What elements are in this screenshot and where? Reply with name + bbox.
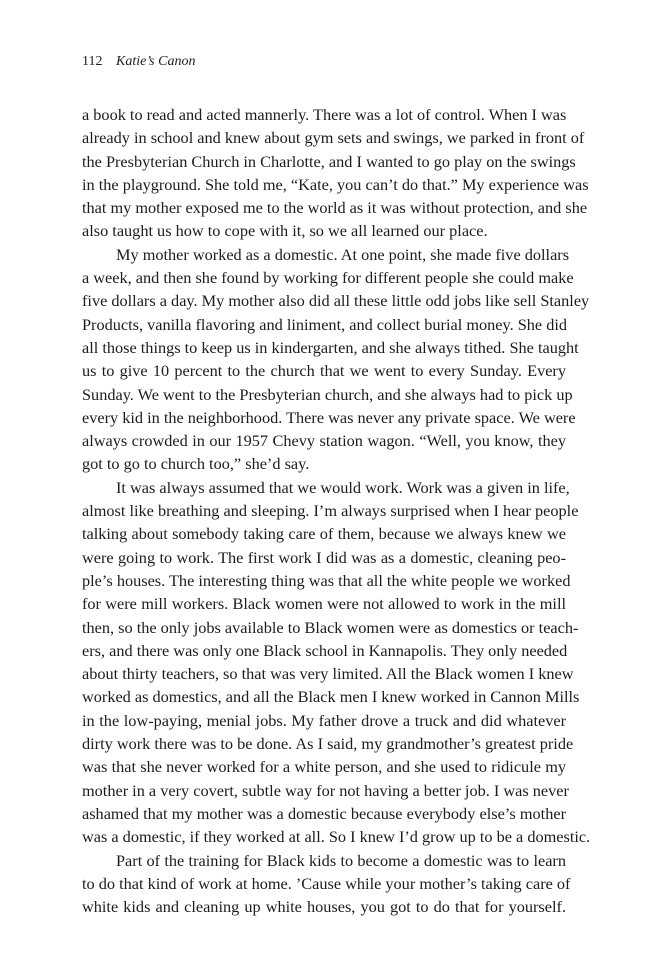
running-head (82, 53, 195, 71)
text-line: worked as domestics, and all the Black men I knew worked in Cannon Mills (82, 687, 580, 707)
text-line: then, so the only jobs available to Black women were as domestics or teach- (82, 617, 579, 637)
page-number: 112 (82, 54, 103, 69)
text-line: that my mother exposed me to the world as it was without protection, and she (82, 198, 588, 218)
text-line: about thirty teachers, so that was very limited. All the Black women I knew (82, 664, 574, 684)
text-line: every kid in the neighborhood. There was never any private space. We were (82, 407, 576, 427)
text-line: dirty work there was to be done. As I said, my grandmother’s greatest pride (82, 734, 574, 754)
text-line: in the low-paying, menial jobs. My father drove a truck and did whatever (82, 710, 566, 730)
text-line: Sunday. We went to the Presbyterian church, and she always had to pick up (82, 384, 573, 404)
text-line: all those things to keep us in kindergarten, and she always tithed. She taught (82, 337, 579, 357)
text-line: a week, and then she found by working for different people she could make (82, 268, 574, 288)
body-text (82, 103, 591, 918)
text-line: to do that kind of work at home. ’Cause while your mother’s taking care of (82, 873, 571, 893)
text-line: us to give 10 percent to the church that we went to every Sunday. Every (82, 361, 566, 381)
text-line: the Presbyterian Church in Charlotte, and I wanted to go play on the swings (82, 151, 576, 171)
text-line: ple’s houses. The interesting thing was that all the white people we worked (82, 570, 571, 590)
text-line: a book to read and acted mannerly. There was a lot of control. When I was (82, 105, 567, 124)
text-line: ashamed that my mother was a domestic because everybody else’s mother (82, 803, 566, 823)
text-line: got to go to church too,” she’d say. (82, 454, 310, 474)
text-line: ers, and there was only one Black school in Kannapolis. They only needed (82, 640, 568, 660)
text-line: Part of the training for Black kids to become a domestic was to learn (116, 850, 566, 870)
book-title: Katie’s Canon (115, 54, 196, 69)
text-line: in the playground. She told me, “Kate, you can’t do that.” My experience was (82, 174, 589, 194)
text-line: already in school and knew about gym sets and swings, we parked in front of (82, 128, 585, 148)
text-line: also taught us how to cope with it, so we all learned our place. (82, 221, 488, 241)
text-line: Products, vanilla flavoring and liniment, and collect burial money. She did (82, 314, 568, 334)
text-line: was that she never worked for a white person, and she used to ridicule my (82, 757, 566, 777)
text-line: were going to work. The first work I did was as a domestic, cleaning peo- (82, 547, 566, 567)
text-line: almost like breathing and sleeping. I’m always surprised when I hear people (82, 501, 579, 521)
text-line: white kids and cleaning up white houses, you got to do that for yourself. (82, 897, 566, 917)
text-line: My mother worked as a domestic. At one point, she made five dollars (116, 244, 570, 264)
text-line: always crowded in our 1957 Chevy station wagon. “Well, you know, they (82, 431, 566, 451)
text-line: five dollars a day. My mother also did all these little odd jobs like sell Stanley (82, 291, 590, 311)
text-line: for were mill workers. Black women were not allowed to work in the mill (82, 594, 566, 614)
text-line: talking about somebody taking care of them, because we always knew we (82, 524, 566, 544)
text-line: mother in a very covert, subtle way for not having a better job. I was never (82, 780, 569, 800)
text-line: was a domestic, if they worked at all. So I knew I’d grow up to be a domestic. (82, 827, 591, 847)
text-line: It was always assumed that we would work. Work was a given in life, (116, 477, 570, 497)
